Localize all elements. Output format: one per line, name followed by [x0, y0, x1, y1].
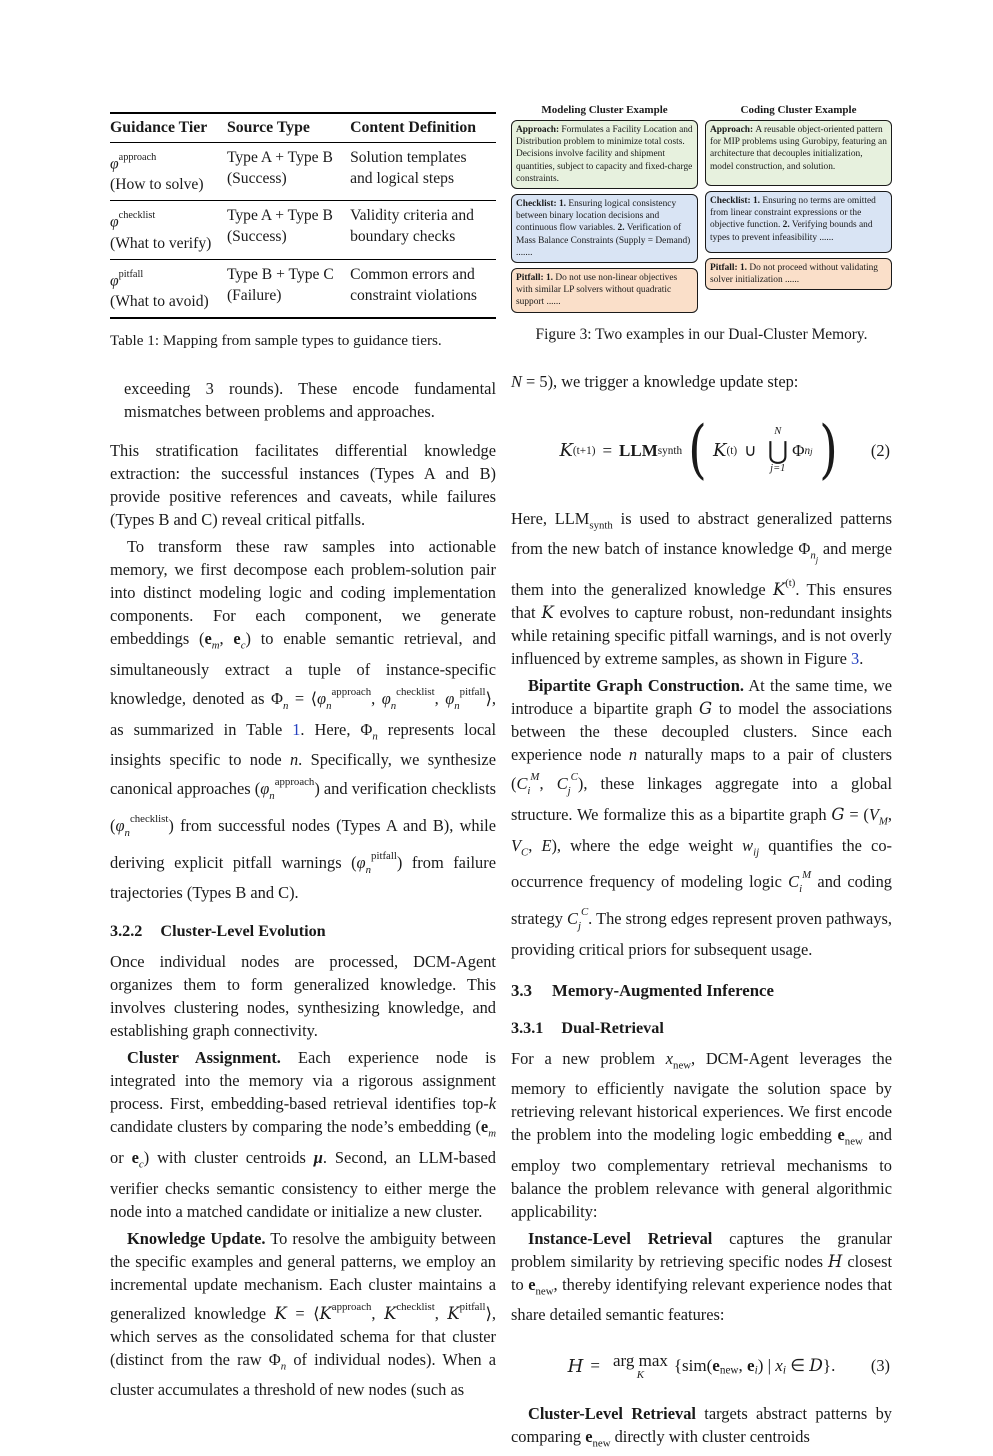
paragraph: Bipartite Graph Construction. At the same time, we introduce a bipartite graph G to model the associations between the these decoupled clusters. Since each experience node n naturally maps to a pair of clusters ($C_i^M$, $C_j^C$), these linkages aggregate into a global structure. We formalize this as a bipartite graph $G = (V_M$, $V_C$, E), where the edge weight $w_{ij}$ quantifies the co-occurrence frequency of modeling logic $C_i^M$ and coding strategy $C_j^C$. The strong edges represent proven pathways, providing critical priors for subsequent usage. — [511, 676, 893, 959]
tier-cell: $\varphi^{approach}$ (How to solve) — [110, 143, 227, 201]
argmax-operator: arg max K — [612, 1350, 668, 1381]
tier-cell: $\varphi^{checklist}$ (What to verify) — [110, 201, 227, 259]
paragraph: Once individual nodes are processed, DCM-Agent organizes them to form generalized knowledge. This involves clustering nodes, synthesizing knowledge, and establishing graph connectivity. — [110, 952, 496, 1041]
coding-pitfall-box: Pitfall: 1. Do not proceed without validating solver initialization ...... — [705, 258, 892, 290]
equation-number: (3) — [870, 1356, 890, 1376]
modeling-cluster-column — [511, 104, 698, 313]
paragraph: Instance-Level Retrieval captures the granular problem similarity by retrieving specific nodes H closest to $e_{new}$, thereby identifying relevant experience nodes that share detailed semantic features: — [511, 1228, 893, 1325]
tier-cell: $\varphi^{pitfall}$ (What to avoid) — [110, 268, 209, 311]
paragraph: N = 5), we trigger a knowledge update step: — [511, 371, 799, 391]
big-union: N ⋃ j=1 — [767, 426, 789, 474]
source-cell: Type B + Type C (Failure) — [226, 265, 334, 304]
paragraph: Knowledge Update. To resolve the ambiguity between the specific examples and general patterns, we employ an incremental update mechanism. Each cluster maintains a generalized knowledge $K = ⟨K^{approach}$, $K^{checklist}$, $K^{pitfall}⟩$, which serves as the consolidated schema for that cluster (distinct from the raw $\Phi_n$ of individual nodes). When a cluster accumulates a threshold of new nodes (such as — [110, 1228, 496, 1400]
table-row — [110, 259, 496, 318]
source-cell: Type A + Type B (Success) — [227, 201, 350, 259]
paragraph: This stratification facilitates differential knowledge extraction: the successful instances (Types A and B) provide positive references and caveats, while failures (Types B and C) reveal critical pitfalls. — [110, 441, 496, 530]
cal-k: K — [559, 440, 573, 462]
table-header-row — [110, 113, 496, 143]
ref-link[interactable]: 1 — [292, 719, 301, 739]
section-heading-3-3: 3.3 Memory-Augmented Inference — [511, 980, 774, 1000]
paragraph: Cluster Assignment. Each experience node is integrated into the memory via a rigorous assignment process. First, embedding-based retrieval identifies top-k candidate clusters by comparing the node’s embedding ($e_m$ or $e_c$) with cluster centroids μ. Second, an LLM-based verifier checks semantic consistency to either merge the node into a matched candidate or initialize a new cluster. — [110, 1048, 496, 1221]
paragraph: Cluster-Level Retrieval targets abstract patterns by comparing $e_{new}$ directly with cluster centroids — [511, 1404, 892, 1451]
table-header-source-type: Source Type — [227, 113, 350, 143]
phi-symbol: φ — [110, 213, 119, 231]
phi-symbol: φ — [110, 155, 119, 173]
content-cell: Validity criteria and boundary checks — [350, 201, 496, 259]
content-cell: Solution templates and logical steps — [350, 143, 496, 201]
modeling-pitfall-box: Pitfall: 1. Do not use non-linear objectives with similar LP solvers without quadratic support ...... — [511, 268, 698, 313]
paragraph: To transform these raw samples into actionable memory, we first decompose each problem-solution pair into distinct modeling logic and coding implementation components. For each component, we generate embeddings ($e_m$, $e_c$) to enable semantic retrieval, and simultaneously extract a tuple of instance-specific knowledge, denoted as $\Phi_n$ = $⟨\varphi_n^{approach}$, $\varphi_n^{checklist}$, $\varphi_n^{pitfall}⟩$, as summarized in Table 1. Here, $\Phi_n$ represents local insights specific to node n. Specifically, we synthesize canonical approaches $(\varphi_n^{approach})$ and verification checklists $(\varphi_n^{checklist})$ from successful nodes (Types A and B), while deriving explicit pitfall warnings $(\varphi_n^{pitfall})$ from failure trajectories (Types B and C). — [110, 537, 496, 903]
coding-cluster-column — [705, 104, 892, 313]
modeling-cluster-header: Modeling Cluster Example — [541, 104, 668, 116]
equation-3: H = arg max K {sim(enew, ei) | xi ∈ D}. (3) — [567, 1350, 890, 1381]
cal-k: K — [713, 440, 727, 462]
table-header-guidance-tier: Guidance Tier — [110, 113, 227, 143]
big-paren-open: ( — [688, 413, 707, 488]
figure-3-caption: Figure 3: Two examples in our Dual-Cluster Memory. — [535, 325, 868, 343]
table-1-caption: Table 1: Mapping from sample types to guidance tiers. — [110, 332, 442, 350]
phi-symbol: φ — [110, 272, 119, 290]
table-header-content-definition: Content Definition — [350, 113, 496, 143]
coding-checklist-box: Checklist: 1. Ensuring no terms are omitted from linear constraint expressions or the objective function. 2. Verifying bounds and types to prevent infeasibility ...... — [705, 191, 892, 253]
coding-approach-box: Approach: A reusable object-oriented pattern for MIP problems using Gurobipy, featuring an architecture that decouples initialization, model construction, and solution. — [705, 120, 892, 186]
modeling-checklist-box: Checklist: 1. Ensuring logical consistency between binary location decisions and continuous flow variables. 2. Verification of Mass Balance Constraints (Supply = Demand) ....... — [511, 194, 698, 263]
table-1 — [110, 112, 496, 319]
paragraph: exceeding 3 rounds). These encode fundamental mismatches between problems and approaches. — [124, 379, 496, 422]
left-column — [110, 112, 496, 1401]
coding-cluster-header: Coding Cluster Example — [740, 104, 857, 116]
section-heading-3-2-2: 3.2.2 Cluster-Level Evolution — [110, 922, 326, 941]
big-paren-close: ) — [818, 413, 838, 488]
equation-number: (2) — [870, 440, 890, 460]
source-cell: Type A + Type B (Success) — [227, 143, 350, 201]
table-row — [110, 143, 496, 201]
ref-link[interactable]: 3 — [851, 649, 860, 669]
section-heading-3-3-1: 3.3.1 Dual-Retrieval — [511, 1018, 664, 1037]
equation-2: K (t+1) = LLM synth ( K (t) ∪ N ⋃ j=1 Φ n j ) (2) — [559, 413, 890, 488]
right-column — [511, 104, 892, 1456]
figure-3 — [511, 104, 892, 344]
paragraph: For a new problem $x_{new}$, DCM-Agent leverages the memory to efficiently navigate the solution space by retrieving relevant historical experiences. We first encode the problem into the modeling logic embedding $e_{new}$ and employ two complementary retrieval mechanisms to balance the problem relevance with general algorithmic applicability: — [511, 1048, 893, 1221]
cal-h: H — [567, 1355, 584, 1377]
paragraph: Here, $LLM_{synth}$ is used to abstract generalized patterns from the new batch of instance knowledge $\Phi_{nj}$ and merge them into the generalized knowledge $K^{(t)}$. This ensures that K evolves to capture robust, non-redundant insights while retaining specific pitfall warnings, and is not overly influenced by extreme samples, as shown in Figure 3. — [511, 508, 892, 669]
table-row — [110, 201, 496, 259]
content-cell: Common errors and constraint violations — [350, 265, 477, 304]
modeling-approach-box: Approach: Formulates a Facility Location and Distribution problem to minimize total costs. Decisions involve facility and shipment quantities, subject to capacity and fixed-charge constraints. — [511, 120, 698, 189]
